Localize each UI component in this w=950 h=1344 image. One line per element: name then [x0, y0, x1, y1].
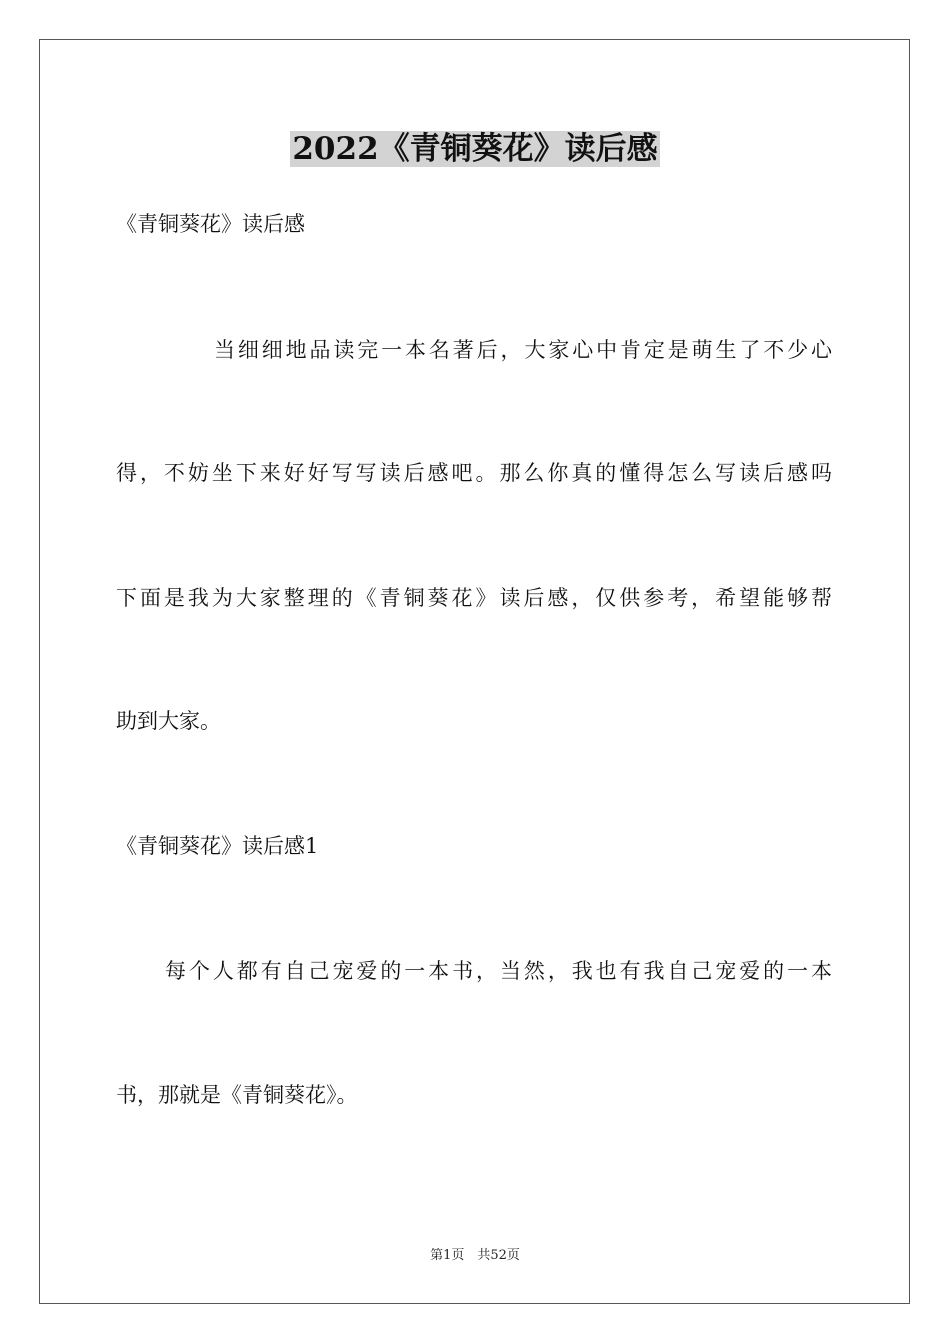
page-footer: 第1页 共52页: [430, 1248, 520, 1263]
paragraph-1-line-3: 下面是我为大家整理的《青铜葵花》读后感，仅供参考，希望能够帮: [116, 586, 832, 610]
paragraph-1-line-2: 得，不妨坐下来好好写写读后感吧。那么你真的懂得怎么写读后感吗: [116, 461, 832, 485]
section-1-heading: 《青铜葵花》读后感1: [116, 834, 319, 858]
paragraph-2-line-2: 书，那就是《青铜葵花》。: [116, 1083, 358, 1107]
paragraph-1-line-4: 助到大家。: [116, 709, 221, 733]
document-title: [0, 128, 950, 170]
paragraph-1-line-1: 当细细地品读完一本名著后，大家心中肯定是萌生了不少心: [214, 338, 832, 362]
document-title-text: 2022《青铜葵花》读后感: [292, 131, 658, 167]
paragraph-2-line-1: 每个人都有自己宠爱的一本书，当然，我也有我自己宠爱的一本: [165, 959, 832, 983]
document-subtitle: 《青铜葵花》读后感: [116, 212, 305, 236]
